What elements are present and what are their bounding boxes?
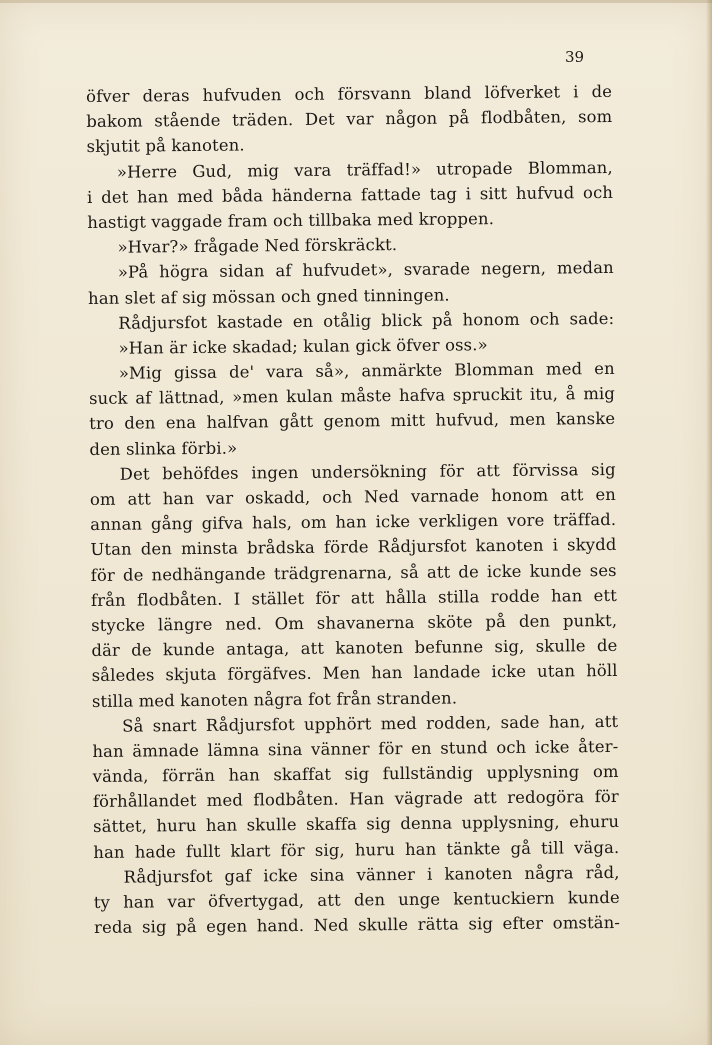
text-line: ty han var öfvertygad, att den unge kentuckiern kunde: [93, 887, 620, 912]
body-text: [86, 79, 620, 940]
page-number: 39: [565, 48, 585, 66]
text-line: reda sig på egen hand. Ned skulle rätta sig efter omstän-: [94, 913, 621, 938]
text-line: stilla med kanoten några fot från stranden.: [91, 687, 458, 711]
text-line: öfver deras hufvuden och försvann bland löfverket i de: [86, 81, 613, 106]
page-top-edge: [0, 0, 712, 3]
text-line: Det behöfdes ingen undersökning för att förvissa sig: [119, 459, 616, 484]
text-line: således skjuta förgäfves. Men han landade icke utan höll: [91, 661, 618, 686]
page-right-edge: [706, 0, 712, 1045]
text-line: hastigt vaggade fram och tillbaka med kroppen.: [87, 209, 495, 232]
text-line: sättet, huru han skulle skaffa sig denna upplysning, ehuru: [93, 812, 620, 837]
text-line: stycke längre ned. Om shavanerna sköte på den punkt,: [91, 610, 618, 635]
text-line: Rådjursfot gaf icke sina vänner i kanoten några råd,: [123, 862, 620, 887]
text-line: Så snart Rådjursfot upphört med rodden, sade han, att: [122, 711, 619, 736]
text-line: han hade fullt klart för sig, huru han tänkte gå till väga.: [93, 837, 620, 862]
text-line: »Hvar?» frågade Ned förskräckt.: [117, 235, 398, 257]
text-line: Utan den minsta brådska förde Rådjursfot kanoten i skydd: [90, 535, 617, 560]
text-line: han slet af sig mössan och gned tinningen.: [87, 285, 450, 308]
text-line: vända, förrän han skaffat sig fullständig upplysning om: [92, 761, 619, 787]
text-line: i det han med båda händerna fattade tag i sitt hufvud och: [86, 182, 614, 207]
text-line: för de nedhängande trädgrenarna, så att de icke kunde ses: [90, 560, 617, 585]
text-line: bakom stående träden. Det var någon på flodbåten, som: [86, 107, 613, 132]
text-line: »Han är icke skadad; kulan gick öfver oss.»: [118, 335, 488, 358]
text-line: från flodbåten. I stället för att hålla stilla rodde han ett: [90, 585, 618, 610]
text-line: »På högra sidan af hufvudet», svarade negern, medan: [117, 258, 614, 283]
text-line: han ämnade lämna sina vänner för en stund och icke åter-: [92, 736, 619, 761]
text-line: »Herre Gud, mig vara träffad!» utropade Blomman,: [116, 157, 613, 182]
text-line: den slinka förbi.»: [89, 438, 238, 459]
text-line: tro den ena halfvan gått genom mitt hufvud, men kanske: [89, 409, 616, 434]
text-line: Rådjursfot kastade en otålig blick på honom och sade:: [118, 308, 615, 333]
text-line: suck af lättnad, »men kulan måste hafva spruckit itu, å mig: [88, 384, 616, 409]
text-line: annan gång gifva hals, om han icke verkligen vore träffad.: [90, 510, 617, 535]
text-line: »Mig gissa de' vara så», anmärkte Blomman med en: [118, 359, 615, 383]
text-line: förhållandet med flodbåten. Han vägrade att redogöra för: [92, 787, 619, 812]
text-line: där de kunde antaga, att kanoten befunne sig, skulle de: [91, 636, 618, 661]
text-line: skjutit på kanoten.: [86, 135, 245, 157]
text-line: om att han var oskadd, och Ned varnade honom att en: [89, 484, 617, 509]
